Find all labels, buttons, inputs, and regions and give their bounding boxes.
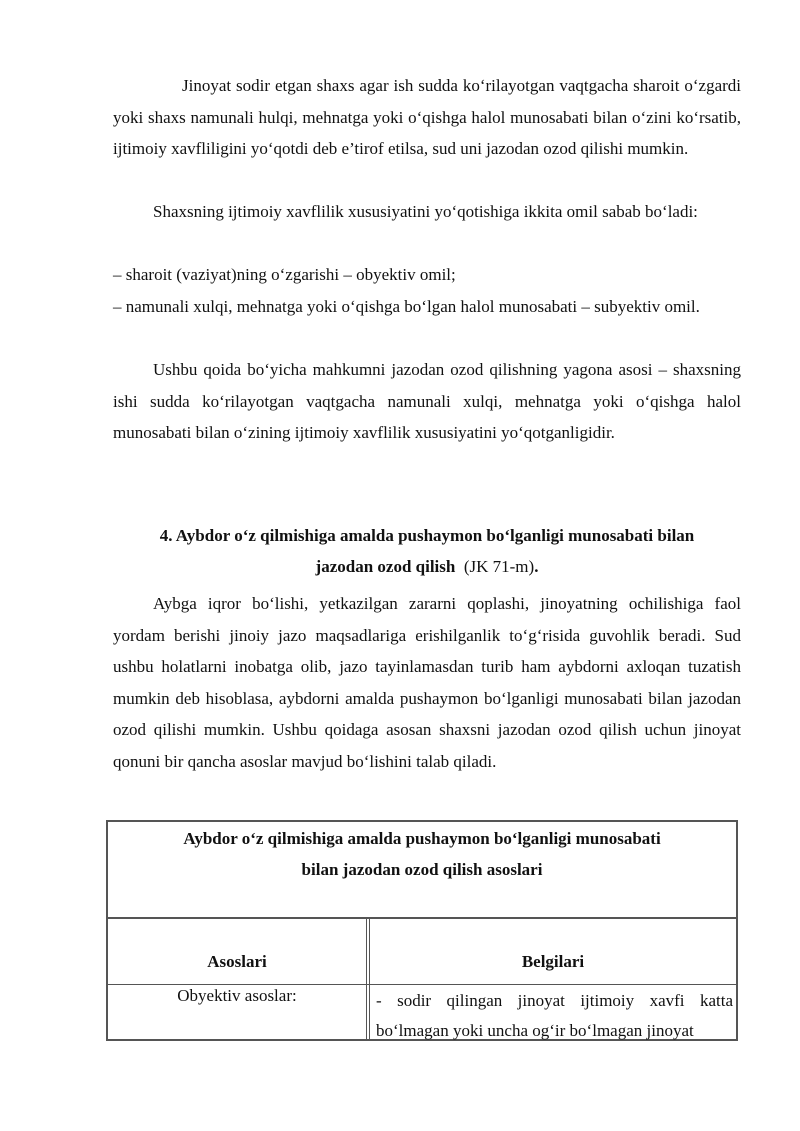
table-cell-objective-grounds: Obyektiv asoslar: (177, 986, 297, 1005)
paragraph-subjective-factor: – namunali xulqi, mehnatga yoki o‘qishga bo‘lgan halol munosabati – subyektiv omil. (113, 297, 700, 316)
table-cell-objective-features: - sodir qilingan jinoyat ijtimoiy xavfi katta bo‘lmagan yoki uncha og‘ir bo‘lmagan jinoyat (376, 991, 733, 1040)
table-header-grounds: Asoslari (207, 952, 267, 971)
table-title-line1: Aybdor o‘z qilmishiga amalda pushaymon bo‘lganligi munosabati (183, 829, 661, 848)
paragraph-sole-basis: Ushbu qoida bo‘yicha mahkumni jazodan ozod qilishning yagona asosi – shaxsning ishi sudda ko‘rilayotgan vaqtgacha namunali xulqi, mehnatga yoki o‘qishga halol munosabati bilan o‘zining ijtimoiy xavflilik xususiyatini yo‘qotganligidir. (113, 360, 741, 443)
table-column-divider (366, 919, 370, 1041)
table-title-line2: bilan jazodan ozod qilish asoslari (301, 860, 543, 879)
section-heading (113, 520, 741, 582)
paragraph-objective-factor: – sharoit (vaziyat)ning o‘zgarishi – obyektiv omil; (113, 265, 456, 284)
section-heading-article-ref: (JK 71-m) (463, 557, 535, 576)
grounds-table (106, 820, 738, 1041)
paragraph-active-repentance: Aybga iqror bo‘lishi, yetkazilgan zararni qoplashi, jinoyatning ochilishiga faol yordam berishi jinoiy jazo maqsadlariga erishilganlik to‘g‘risida guvohlik beradi. Sud ushbu holatlarni inobatga olib, jazo tayinlamasdan turib ham aybdorni axloqan tuzatish mumkin deb hisoblasa, aybdorni amalda pushaymon bo‘lganligi munosabati bilan jazodan ozod qilishi mumkin. Ushbu qoidaga asosan shaxsni jazodan ozod qilish uchun jinoyat qonuni bir qancha asoslar mavjud bo‘lishini talab qiladi. (113, 594, 741, 771)
table-title (108, 822, 736, 919)
section-heading-title-end: jazodan ozod qilish (315, 557, 456, 576)
paragraph-two-factors: Shaxsning ijtimoiy xavflilik xususiyatini yo‘qotishiga ikkita omil sabab bo‘ladi: (153, 202, 698, 221)
section-heading-line2 (113, 551, 741, 582)
paragraph-release-change-of-circumstances: Jinoyat sodir etgan shaxs agar ish sudda ko‘rilayotgan vaqtgacha sharoit o‘zgardi yoki shaxs namunali hulqi, mehnatga yoki o‘qishga halol munosabati bilan o‘zini ko‘rsatib, ijtimoiy xavfliligini yo‘qotdi deb e’tirof etilsa, sud uni jazodan ozod qilishi mumkin. (113, 76, 741, 159)
section-heading-period: . (534, 557, 539, 576)
section-heading-line1: 4. Aybdor o‘z qilmishiga amalda pushaymon bo‘lganligi munosabati bilan (159, 526, 695, 545)
table-header-features: Belgilari (521, 952, 585, 971)
table-row-divider (108, 984, 736, 985)
